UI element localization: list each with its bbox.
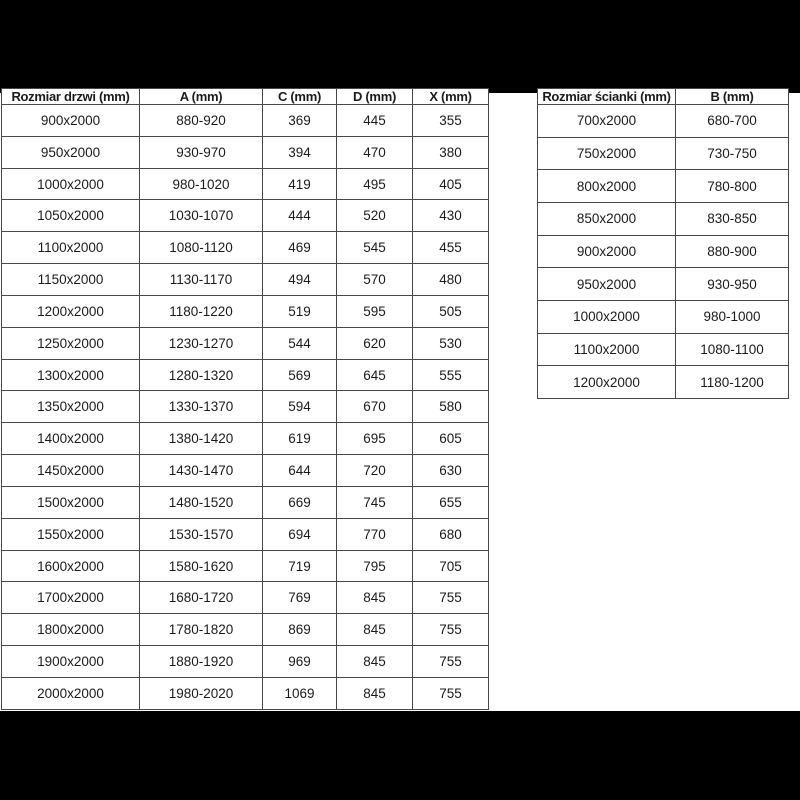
table-cell: 930-970 (140, 136, 263, 168)
table-cell: 444 (263, 200, 337, 232)
column-header: Rozmiar drzwi (mm) (2, 89, 140, 105)
table-cell: 845 (337, 646, 413, 678)
table-cell: 505 (413, 295, 489, 327)
table-cell: 1880-1920 (140, 646, 263, 678)
table-cell: 655 (413, 486, 489, 518)
table-cell: 605 (413, 423, 489, 455)
table-cell: 845 (337, 677, 413, 709)
table-cell: 1000x2000 (538, 300, 676, 333)
table-cell: 1980-2020 (140, 677, 263, 709)
table-cell: 1700x2000 (2, 582, 140, 614)
table-cell: 555 (413, 359, 489, 391)
table-cell: 1780-1820 (140, 614, 263, 646)
column-header: A (mm) (140, 89, 263, 105)
table-cell: 1030-1070 (140, 200, 263, 232)
table-cell: 670 (337, 391, 413, 423)
wall-table-body (538, 105, 789, 399)
table-cell: 770 (337, 518, 413, 550)
table-cell: 1300x2000 (2, 359, 140, 391)
table-cell: 694 (263, 518, 337, 550)
table-cell: 1200x2000 (2, 295, 140, 327)
table-row (2, 200, 489, 232)
table-cell: 494 (263, 264, 337, 296)
table-cell: 830-850 (676, 202, 789, 235)
wall-table-header-row (538, 89, 789, 105)
table-cell: 520 (337, 200, 413, 232)
table-cell: 1050x2000 (2, 200, 140, 232)
table-cell: 719 (263, 550, 337, 582)
table-cell: 869 (263, 614, 337, 646)
table-cell: 1230-1270 (140, 327, 263, 359)
table-cell: 470 (337, 136, 413, 168)
table-row (538, 333, 789, 366)
table-cell: 595 (337, 295, 413, 327)
table-row (2, 550, 489, 582)
column-header: B (mm) (676, 89, 789, 105)
table-cell: 1580-1620 (140, 550, 263, 582)
table-cell: 569 (263, 359, 337, 391)
table-cell: 1250x2000 (2, 327, 140, 359)
table-cell: 1680-1720 (140, 582, 263, 614)
table-row (2, 232, 489, 264)
table-cell: 530 (413, 327, 489, 359)
table-cell: 1550x2000 (2, 518, 140, 550)
table-row (538, 300, 789, 333)
table-cell: 1380-1420 (140, 423, 263, 455)
table-row (2, 455, 489, 487)
table-row (538, 268, 789, 301)
table-cell: 695 (337, 423, 413, 455)
table-cell: 1280-1320 (140, 359, 263, 391)
table-cell: 700x2000 (538, 105, 676, 138)
wall-size-table (537, 88, 789, 399)
table-cell: 669 (263, 486, 337, 518)
table-cell: 1200x2000 (538, 366, 676, 399)
table-row (2, 359, 489, 391)
table-cell: 845 (337, 582, 413, 614)
table-row (2, 136, 489, 168)
table-cell: 1180-1200 (676, 366, 789, 399)
table-cell: 930-950 (676, 268, 789, 301)
table-cell: 1480-1520 (140, 486, 263, 518)
table-cell: 1330-1370 (140, 391, 263, 423)
table-cell: 845 (337, 614, 413, 646)
table-cell: 445 (337, 105, 413, 137)
table-cell: 619 (263, 423, 337, 455)
table-cell: 880-900 (676, 235, 789, 268)
table-cell: 980-1020 (140, 168, 263, 200)
table-cell: 1900x2000 (2, 646, 140, 678)
table-cell: 1069 (263, 677, 337, 709)
table-cell: 419 (263, 168, 337, 200)
table-row (2, 646, 489, 678)
table-cell: 780-800 (676, 170, 789, 203)
table-cell: 580 (413, 391, 489, 423)
table-cell: 394 (263, 136, 337, 168)
table-row (538, 170, 789, 203)
column-header: Rozmiar ścianki (mm) (538, 89, 676, 105)
table-cell: 1600x2000 (2, 550, 140, 582)
table-cell: 1100x2000 (2, 232, 140, 264)
table-cell: 900x2000 (2, 105, 140, 137)
top-black-band (0, 0, 800, 93)
table-cell: 1500x2000 (2, 486, 140, 518)
door-table-body (2, 105, 489, 710)
table-cell: 645 (337, 359, 413, 391)
table-cell: 980-1000 (676, 300, 789, 333)
table-row (2, 295, 489, 327)
column-header: D (mm) (337, 89, 413, 105)
table-cell: 570 (337, 264, 413, 296)
table-row (2, 168, 489, 200)
table-cell: 755 (413, 677, 489, 709)
table-cell: 705 (413, 550, 489, 582)
table-row (2, 614, 489, 646)
table-cell: 469 (263, 232, 337, 264)
table-row (538, 202, 789, 235)
column-header: C (mm) (263, 89, 337, 105)
table-cell: 630 (413, 455, 489, 487)
table-row (2, 518, 489, 550)
column-header: X (mm) (413, 89, 489, 105)
table-cell: 405 (413, 168, 489, 200)
table-cell: 800x2000 (538, 170, 676, 203)
table-cell: 720 (337, 455, 413, 487)
table-cell: 545 (337, 232, 413, 264)
table-cell: 1080-1100 (676, 333, 789, 366)
table-row (2, 423, 489, 455)
table-row (538, 105, 789, 138)
table-row (538, 366, 789, 399)
table-cell: 1000x2000 (2, 168, 140, 200)
table-row (2, 582, 489, 614)
table-cell: 880-920 (140, 105, 263, 137)
table-cell: 755 (413, 646, 489, 678)
table-cell: 750x2000 (538, 137, 676, 170)
table-row (538, 137, 789, 170)
table-cell: 644 (263, 455, 337, 487)
table-row (2, 264, 489, 296)
table-cell: 544 (263, 327, 337, 359)
table-row (2, 391, 489, 423)
table-cell: 430 (413, 200, 489, 232)
table-cell: 755 (413, 614, 489, 646)
table-cell: 745 (337, 486, 413, 518)
table-cell: 755 (413, 582, 489, 614)
table-row (2, 677, 489, 709)
table-cell: 455 (413, 232, 489, 264)
table-row (538, 235, 789, 268)
table-cell: 1100x2000 (538, 333, 676, 366)
table-cell: 680-700 (676, 105, 789, 138)
table-row (2, 327, 489, 359)
table-cell: 1450x2000 (2, 455, 140, 487)
table-cell: 519 (263, 295, 337, 327)
table-cell: 1150x2000 (2, 264, 140, 296)
table-cell: 495 (337, 168, 413, 200)
table-cell: 2000x2000 (2, 677, 140, 709)
table-cell: 1800x2000 (2, 614, 140, 646)
table-cell: 969 (263, 646, 337, 678)
table-row (2, 486, 489, 518)
table-cell: 730-750 (676, 137, 789, 170)
table-cell: 1430-1470 (140, 455, 263, 487)
table-row (2, 105, 489, 137)
table-cell: 950x2000 (538, 268, 676, 301)
table-cell: 369 (263, 105, 337, 137)
table-cell: 480 (413, 264, 489, 296)
table-cell: 769 (263, 582, 337, 614)
table-cell: 950x2000 (2, 136, 140, 168)
table-cell: 380 (413, 136, 489, 168)
table-cell: 1530-1570 (140, 518, 263, 550)
table-cell: 900x2000 (538, 235, 676, 268)
door-table-header-row (2, 89, 489, 105)
table-cell: 680 (413, 518, 489, 550)
table-cell: 1350x2000 (2, 391, 140, 423)
table-cell: 1180-1220 (140, 295, 263, 327)
table-cell: 355 (413, 105, 489, 137)
table-cell: 1080-1120 (140, 232, 263, 264)
table-cell: 1130-1170 (140, 264, 263, 296)
table-cell: 594 (263, 391, 337, 423)
door-size-table (1, 88, 489, 710)
table-cell: 1400x2000 (2, 423, 140, 455)
table-cell: 620 (337, 327, 413, 359)
bottom-black-band (0, 711, 800, 800)
table-cell: 795 (337, 550, 413, 582)
table-cell: 850x2000 (538, 202, 676, 235)
